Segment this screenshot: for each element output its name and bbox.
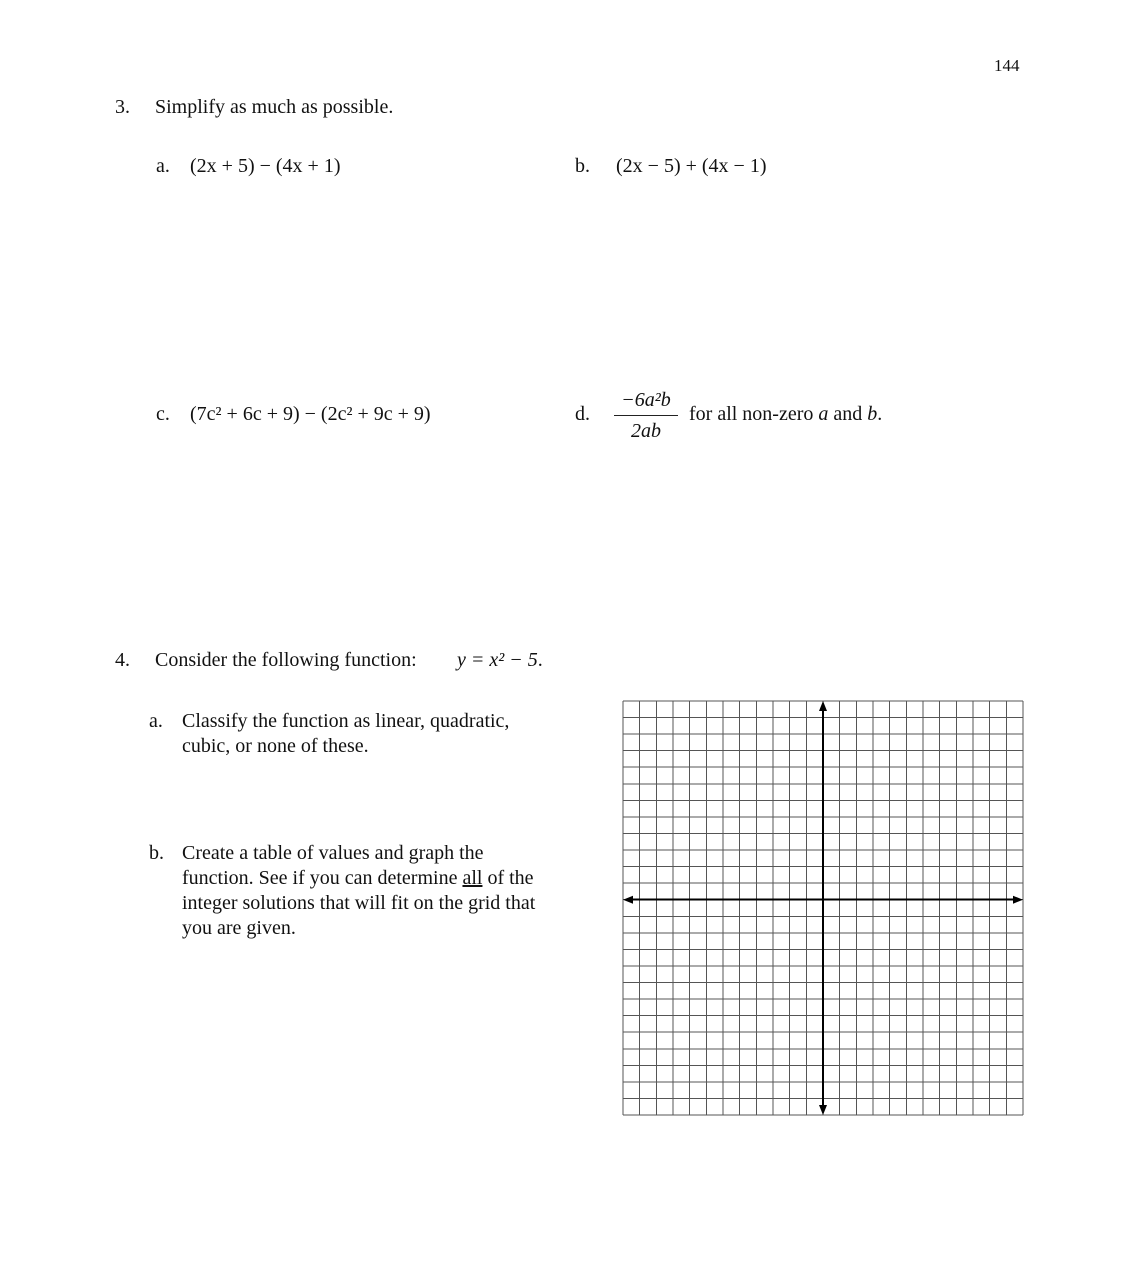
condition-var-a: a bbox=[818, 403, 829, 425]
problem-4a-label: a. bbox=[149, 710, 163, 732]
problem-3d-label: d. bbox=[575, 403, 590, 425]
problem-4b-label: b. bbox=[149, 842, 164, 864]
condition-var-b: b bbox=[867, 403, 878, 425]
problem-4a-text: Classify the function as linear, quadratic, cubic, or none of these. bbox=[182, 710, 510, 757]
grid-axes bbox=[623, 701, 1023, 1115]
problem-4-number: 4. bbox=[115, 649, 130, 671]
problem-3a-expression: (2x + 5) − (4x + 1) bbox=[190, 155, 341, 177]
problem-3b-expression: (2x − 5) + (4x − 1) bbox=[616, 155, 767, 177]
condition-prefix: for all non-zero bbox=[689, 403, 814, 425]
fraction-numerator: −6a²b bbox=[621, 389, 671, 411]
page-number: 144 bbox=[994, 56, 1020, 75]
problem-4b-text-before: Create a table of values and graph the function. See if you can determine bbox=[182, 842, 484, 889]
problem-3c-expression: (7c² + 6c + 9) − (2c² + 9c + 9) bbox=[190, 403, 431, 425]
function-end: . bbox=[537, 649, 543, 671]
condition-and: and bbox=[833, 403, 863, 425]
problem-3-prompt: Simplify as much as possible. bbox=[155, 96, 394, 118]
x-axis-left-arrow-icon bbox=[623, 896, 633, 904]
problem-3b-label: b. bbox=[575, 155, 590, 177]
problem-4b-underlined-word: all bbox=[462, 867, 483, 889]
problem-3c-label: c. bbox=[156, 403, 170, 425]
condition-end: . bbox=[877, 403, 883, 425]
function-expression: y = x² − 5 bbox=[457, 649, 538, 671]
fraction-denominator: 2ab bbox=[631, 420, 661, 442]
y-axis-down-arrow-icon bbox=[819, 1105, 827, 1115]
problem-4b-text-after: of the integer solutions that will fit on the grid that you are given. bbox=[182, 867, 536, 939]
problem-4-prompt: Consider the following function: bbox=[155, 649, 417, 671]
x-axis-right-arrow-icon bbox=[1013, 896, 1023, 904]
problem-3-number: 3. bbox=[115, 96, 130, 118]
problem-3a-label: a. bbox=[156, 155, 170, 177]
y-axis-up-arrow-icon bbox=[819, 701, 827, 711]
